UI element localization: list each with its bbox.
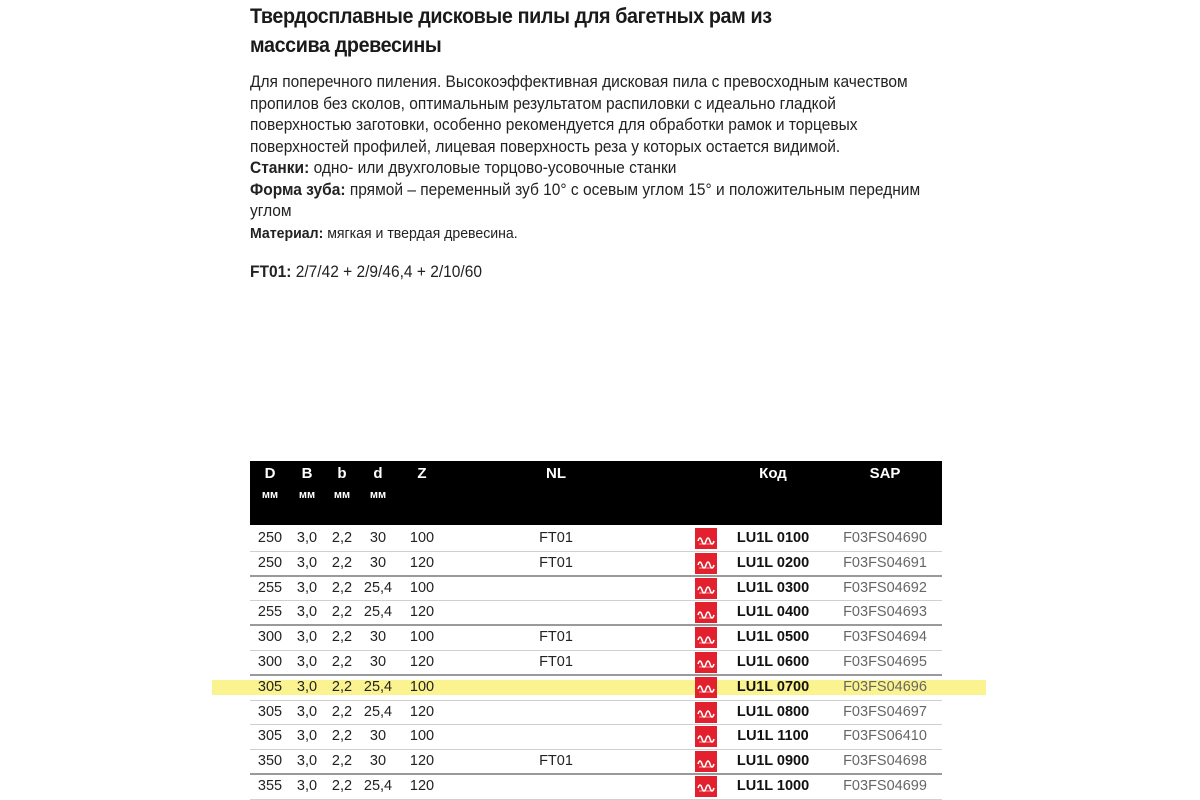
cell-b: 2,2 xyxy=(331,777,353,794)
cell-b: 3,0 xyxy=(296,604,318,621)
cell-b: 3,0 xyxy=(296,579,318,596)
table-header xyxy=(250,461,942,525)
unit-B: мм xyxy=(298,489,316,501)
cell-d: 30 xyxy=(369,728,387,745)
cell-d: 250 xyxy=(257,554,283,571)
cell-sap: F03FS04696 xyxy=(843,678,927,695)
table-row xyxy=(250,626,942,651)
low-noise-wave-icon xyxy=(695,726,717,747)
cell-d: 300 xyxy=(257,653,283,670)
cell-kod: LU1L 0200 xyxy=(736,554,810,571)
table-row xyxy=(250,701,942,726)
cell-nl: FT01 xyxy=(539,530,573,546)
cell-b: 3,0 xyxy=(296,678,318,695)
header-kod: Код xyxy=(759,465,787,482)
header-B: B xyxy=(301,465,313,482)
cell-nl: FT01 xyxy=(539,753,573,770)
cell-kod: LU1L 1100 xyxy=(737,728,809,745)
cell-sap: F03FS04695 xyxy=(843,653,927,670)
cell-z: 100 xyxy=(409,728,435,745)
table-row xyxy=(250,750,942,775)
cell-b: 2,2 xyxy=(331,554,353,571)
page-title: Твердосплавные дисковые пилы для багетных рам из массива древесины xyxy=(250,5,772,57)
cell-d: 305 xyxy=(257,678,283,695)
cell-b: 3,0 xyxy=(296,554,318,571)
cell-d: 305 xyxy=(257,703,283,720)
low-noise-wave-icon xyxy=(695,652,717,673)
cell-d: 30 xyxy=(369,554,387,571)
cell-d: 30 xyxy=(369,653,387,670)
table-row xyxy=(250,775,942,800)
cell-kod: LU1L 0900 xyxy=(736,753,810,770)
low-noise-wave-icon xyxy=(695,627,717,648)
table-row xyxy=(250,725,942,750)
cell-sap: F03FS04692 xyxy=(843,579,927,596)
cell-d: 25,4 xyxy=(363,777,393,794)
cell-b: 2,2 xyxy=(331,703,353,720)
cell-nl: FT01 xyxy=(539,554,573,571)
table-row xyxy=(250,676,942,701)
cell-d: 355 xyxy=(257,777,283,794)
cell-kod: LU1L 0300 xyxy=(736,579,810,596)
cell-sap: F03FS04697 xyxy=(843,703,927,720)
cell-d: 255 xyxy=(257,579,283,596)
cell-d: 300 xyxy=(257,629,283,646)
low-noise-wave-icon xyxy=(695,528,717,549)
cell-b: 2,2 xyxy=(331,728,353,745)
cell-z: 120 xyxy=(409,703,435,720)
cell-d: 25,4 xyxy=(363,604,393,621)
cell-d: 30 xyxy=(369,753,387,770)
table-row xyxy=(250,552,942,577)
material-label: Материал: xyxy=(250,224,324,242)
cell-sap: F03FS04699 xyxy=(843,777,927,794)
low-noise-wave-icon xyxy=(695,677,717,698)
cell-b: 2,2 xyxy=(331,629,353,646)
header-D: D xyxy=(264,465,276,482)
cell-kod: LU1L 0100 xyxy=(736,530,810,546)
table-row xyxy=(250,577,942,602)
cell-d: 305 xyxy=(257,728,283,745)
cell-kod: LU1L 0600 xyxy=(736,653,810,670)
cell-z: 100 xyxy=(409,530,435,546)
header-d: d xyxy=(373,465,383,482)
low-noise-wave-icon xyxy=(695,602,717,623)
cell-d: 30 xyxy=(369,629,387,646)
cell-b: 3,0 xyxy=(296,777,318,794)
cell-kod: LU1L 0800 xyxy=(736,703,810,720)
cell-z: 100 xyxy=(409,678,435,695)
cell-b: 2,2 xyxy=(331,653,353,670)
tooth-value: прямой – переменный зуб 10° с осевым углом 15° и положительным передним углом xyxy=(250,180,921,220)
cell-sap: F03FS04698 xyxy=(843,753,927,770)
cell-kod: LU1L 1000 xyxy=(736,777,810,794)
cell-kod: LU1L 0700 xyxy=(736,678,810,695)
cell-kod: LU1L 0400 xyxy=(736,604,810,621)
cell-b: 2,2 xyxy=(331,678,353,695)
material-value: мягкая и твердая древесина. xyxy=(327,224,518,242)
machines-value: одно- или двухголовые торцово-усовочные станки xyxy=(313,159,677,177)
machines-label: Станки: xyxy=(250,159,310,177)
cell-sap: F03FS04694 xyxy=(843,629,927,646)
header-b: b xyxy=(337,465,347,482)
cell-b: 2,2 xyxy=(331,530,353,546)
cell-z: 120 xyxy=(409,753,435,770)
ft-spec xyxy=(250,263,482,282)
cell-b: 2,2 xyxy=(331,604,353,621)
cell-d: 25,4 xyxy=(363,678,393,695)
material-line xyxy=(250,223,927,245)
cell-z: 120 xyxy=(409,604,435,621)
machines-line xyxy=(250,158,927,180)
cell-nl: FT01 xyxy=(539,653,573,670)
table-row xyxy=(250,601,942,626)
cell-z: 120 xyxy=(409,554,435,571)
cell-sap: F03FS06410 xyxy=(843,728,927,745)
cell-d: 25,4 xyxy=(363,703,393,720)
cell-d: 25,4 xyxy=(363,579,393,596)
unit-d: мм xyxy=(369,489,387,501)
ft-value: 2/7/42 + 2/9/46,4 + 2/10/60 xyxy=(295,263,482,281)
cell-b: 3,0 xyxy=(296,530,318,546)
cell-sap: F03FS04690 xyxy=(843,530,927,546)
cell-nl: FT01 xyxy=(539,629,573,646)
cell-b: 3,0 xyxy=(296,703,318,720)
low-noise-wave-icon xyxy=(695,578,717,599)
header-sap: SAP xyxy=(869,465,901,482)
cell-b: 2,2 xyxy=(331,753,353,770)
cell-d: 30 xyxy=(369,530,387,546)
low-noise-wave-icon xyxy=(695,553,717,574)
tooth-line xyxy=(250,180,927,223)
cell-z: 100 xyxy=(409,629,435,646)
table-row xyxy=(250,651,942,676)
cell-z: 100 xyxy=(409,579,435,596)
cell-d: 250 xyxy=(257,530,283,546)
cell-d: 255 xyxy=(257,604,283,621)
cell-d: 350 xyxy=(257,753,283,770)
cell-sap: F03FS04691 xyxy=(843,554,927,571)
cell-b: 3,0 xyxy=(296,753,318,770)
unit-b: мм xyxy=(333,489,351,501)
description xyxy=(250,72,927,244)
cell-b: 3,0 xyxy=(296,629,318,646)
header-NL: NL xyxy=(546,465,566,482)
table-row xyxy=(250,527,942,552)
low-noise-wave-icon xyxy=(695,702,717,723)
low-noise-wave-icon xyxy=(695,751,717,772)
cell-z: 120 xyxy=(409,777,435,794)
low-noise-wave-icon xyxy=(695,776,717,797)
cell-b: 3,0 xyxy=(296,653,318,670)
ft-label: FT01: xyxy=(250,263,292,281)
cell-z: 120 xyxy=(409,653,435,670)
cell-sap: F03FS04693 xyxy=(843,604,927,621)
header-Z: Z xyxy=(417,465,427,482)
cell-kod: LU1L 0500 xyxy=(736,629,810,646)
cell-b: 2,2 xyxy=(331,579,353,596)
cell-b: 3,0 xyxy=(296,728,318,745)
unit-D: мм xyxy=(261,489,279,501)
product-table xyxy=(250,461,942,800)
tooth-label: Форма зуба: xyxy=(250,180,346,199)
table-body xyxy=(250,527,942,800)
description-text: Для поперечного пиления. Высокоэффективная дисковая пила с превосходным качеством пропилов без сколов, оптимальным результатом распиловки с идеально гладкой поверхностью заготовки, особенно рекомендуется для обработки рамок и торцевых поверхностей профилей, лицевая поверхность реза у которых остается видимой. xyxy=(250,73,908,156)
